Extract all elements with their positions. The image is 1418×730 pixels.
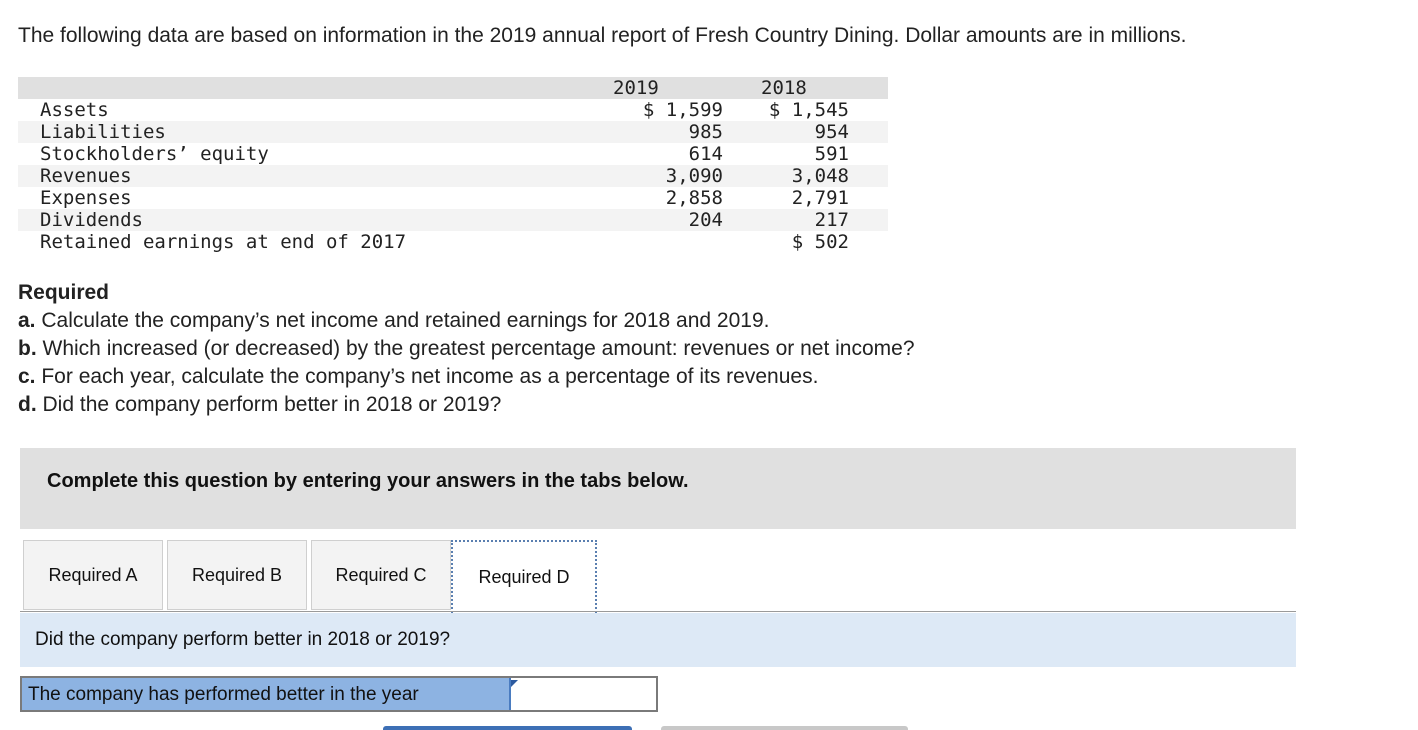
tab-divider [20, 611, 1296, 612]
value-2018: $ 1,545 [768, 99, 849, 121]
question-text: Did the company perform better in 2018 or 2019? [35, 629, 451, 650]
header-2018: 2018 [738, 77, 888, 99]
table-row [18, 165, 888, 187]
row-label: Liabilities [18, 121, 588, 143]
row-label: Revenues [18, 165, 588, 187]
tab-required-d[interactable]: Required D [451, 540, 597, 613]
value-2018: 2,791 [791, 187, 849, 209]
question-bar [20, 613, 1296, 667]
next-nav-button[interactable] [661, 726, 908, 730]
table-row [18, 121, 888, 143]
value-2019: 2,858 [665, 187, 723, 209]
table-row [18, 231, 888, 253]
table-row [18, 209, 888, 231]
answer-row [20, 676, 658, 712]
input-corner-marker-icon [511, 680, 518, 687]
required-title: Required [18, 281, 110, 304]
financial-data-table [18, 77, 888, 253]
row-label: Dividends [18, 209, 588, 231]
value-2019: $ 1,599 [642, 99, 723, 121]
required-item-a: a. Calculate the company’s net income and retained earnings for 2018 and 2019. [18, 309, 770, 332]
value-2018: 217 [738, 209, 888, 231]
value-2018: $ 502 [791, 231, 849, 253]
table-row [18, 143, 888, 165]
row-label: Stockholders’ equity [40, 143, 269, 165]
instructions-text: Complete this question by entering your answers in the tabs below. [47, 470, 689, 492]
prev-nav-button[interactable] [383, 726, 632, 730]
table-row [18, 99, 888, 121]
tab-required-a[interactable]: Required A [23, 540, 163, 610]
header-2019: 2019 [588, 77, 738, 99]
row-label: Retained earnings at end of 2017 [40, 231, 407, 253]
row-label: Assets [40, 99, 109, 121]
value-2018: 954 [738, 121, 888, 143]
required-item-b: b. Which increased (or decreased) by the greatest percentage amount: revenues or net income? [18, 337, 915, 360]
tab-required-b[interactable]: Required B [167, 540, 307, 610]
value-2019: 614 [688, 143, 723, 165]
value-2019: 204 [588, 209, 738, 231]
value-2019 [588, 231, 738, 253]
table-row [18, 187, 888, 209]
required-item-c: c. For each year, calculate the company’s net income as a percentage of its revenues. [18, 365, 819, 388]
answer-year-input[interactable] [509, 678, 656, 710]
value-2018: 3,048 [738, 165, 888, 187]
required-item-d: d. Did the company perform better in 2018 or 2019? [18, 393, 502, 416]
value-2018: 591 [814, 143, 849, 165]
row-label: Expenses [40, 187, 132, 209]
table-header-row [18, 77, 888, 99]
value-2019: 3,090 [588, 165, 738, 187]
tab-required-c[interactable]: Required C [311, 540, 451, 610]
intro-text: The following data are based on information in the 2019 annual report of Fresh Country Dining. Dollar amounts are in millions. [18, 24, 1187, 47]
answer-label: The company has performed better in the year [22, 678, 509, 710]
instructions-banner [20, 448, 1296, 529]
required-section [18, 279, 915, 419]
value-2019: 985 [588, 121, 738, 143]
